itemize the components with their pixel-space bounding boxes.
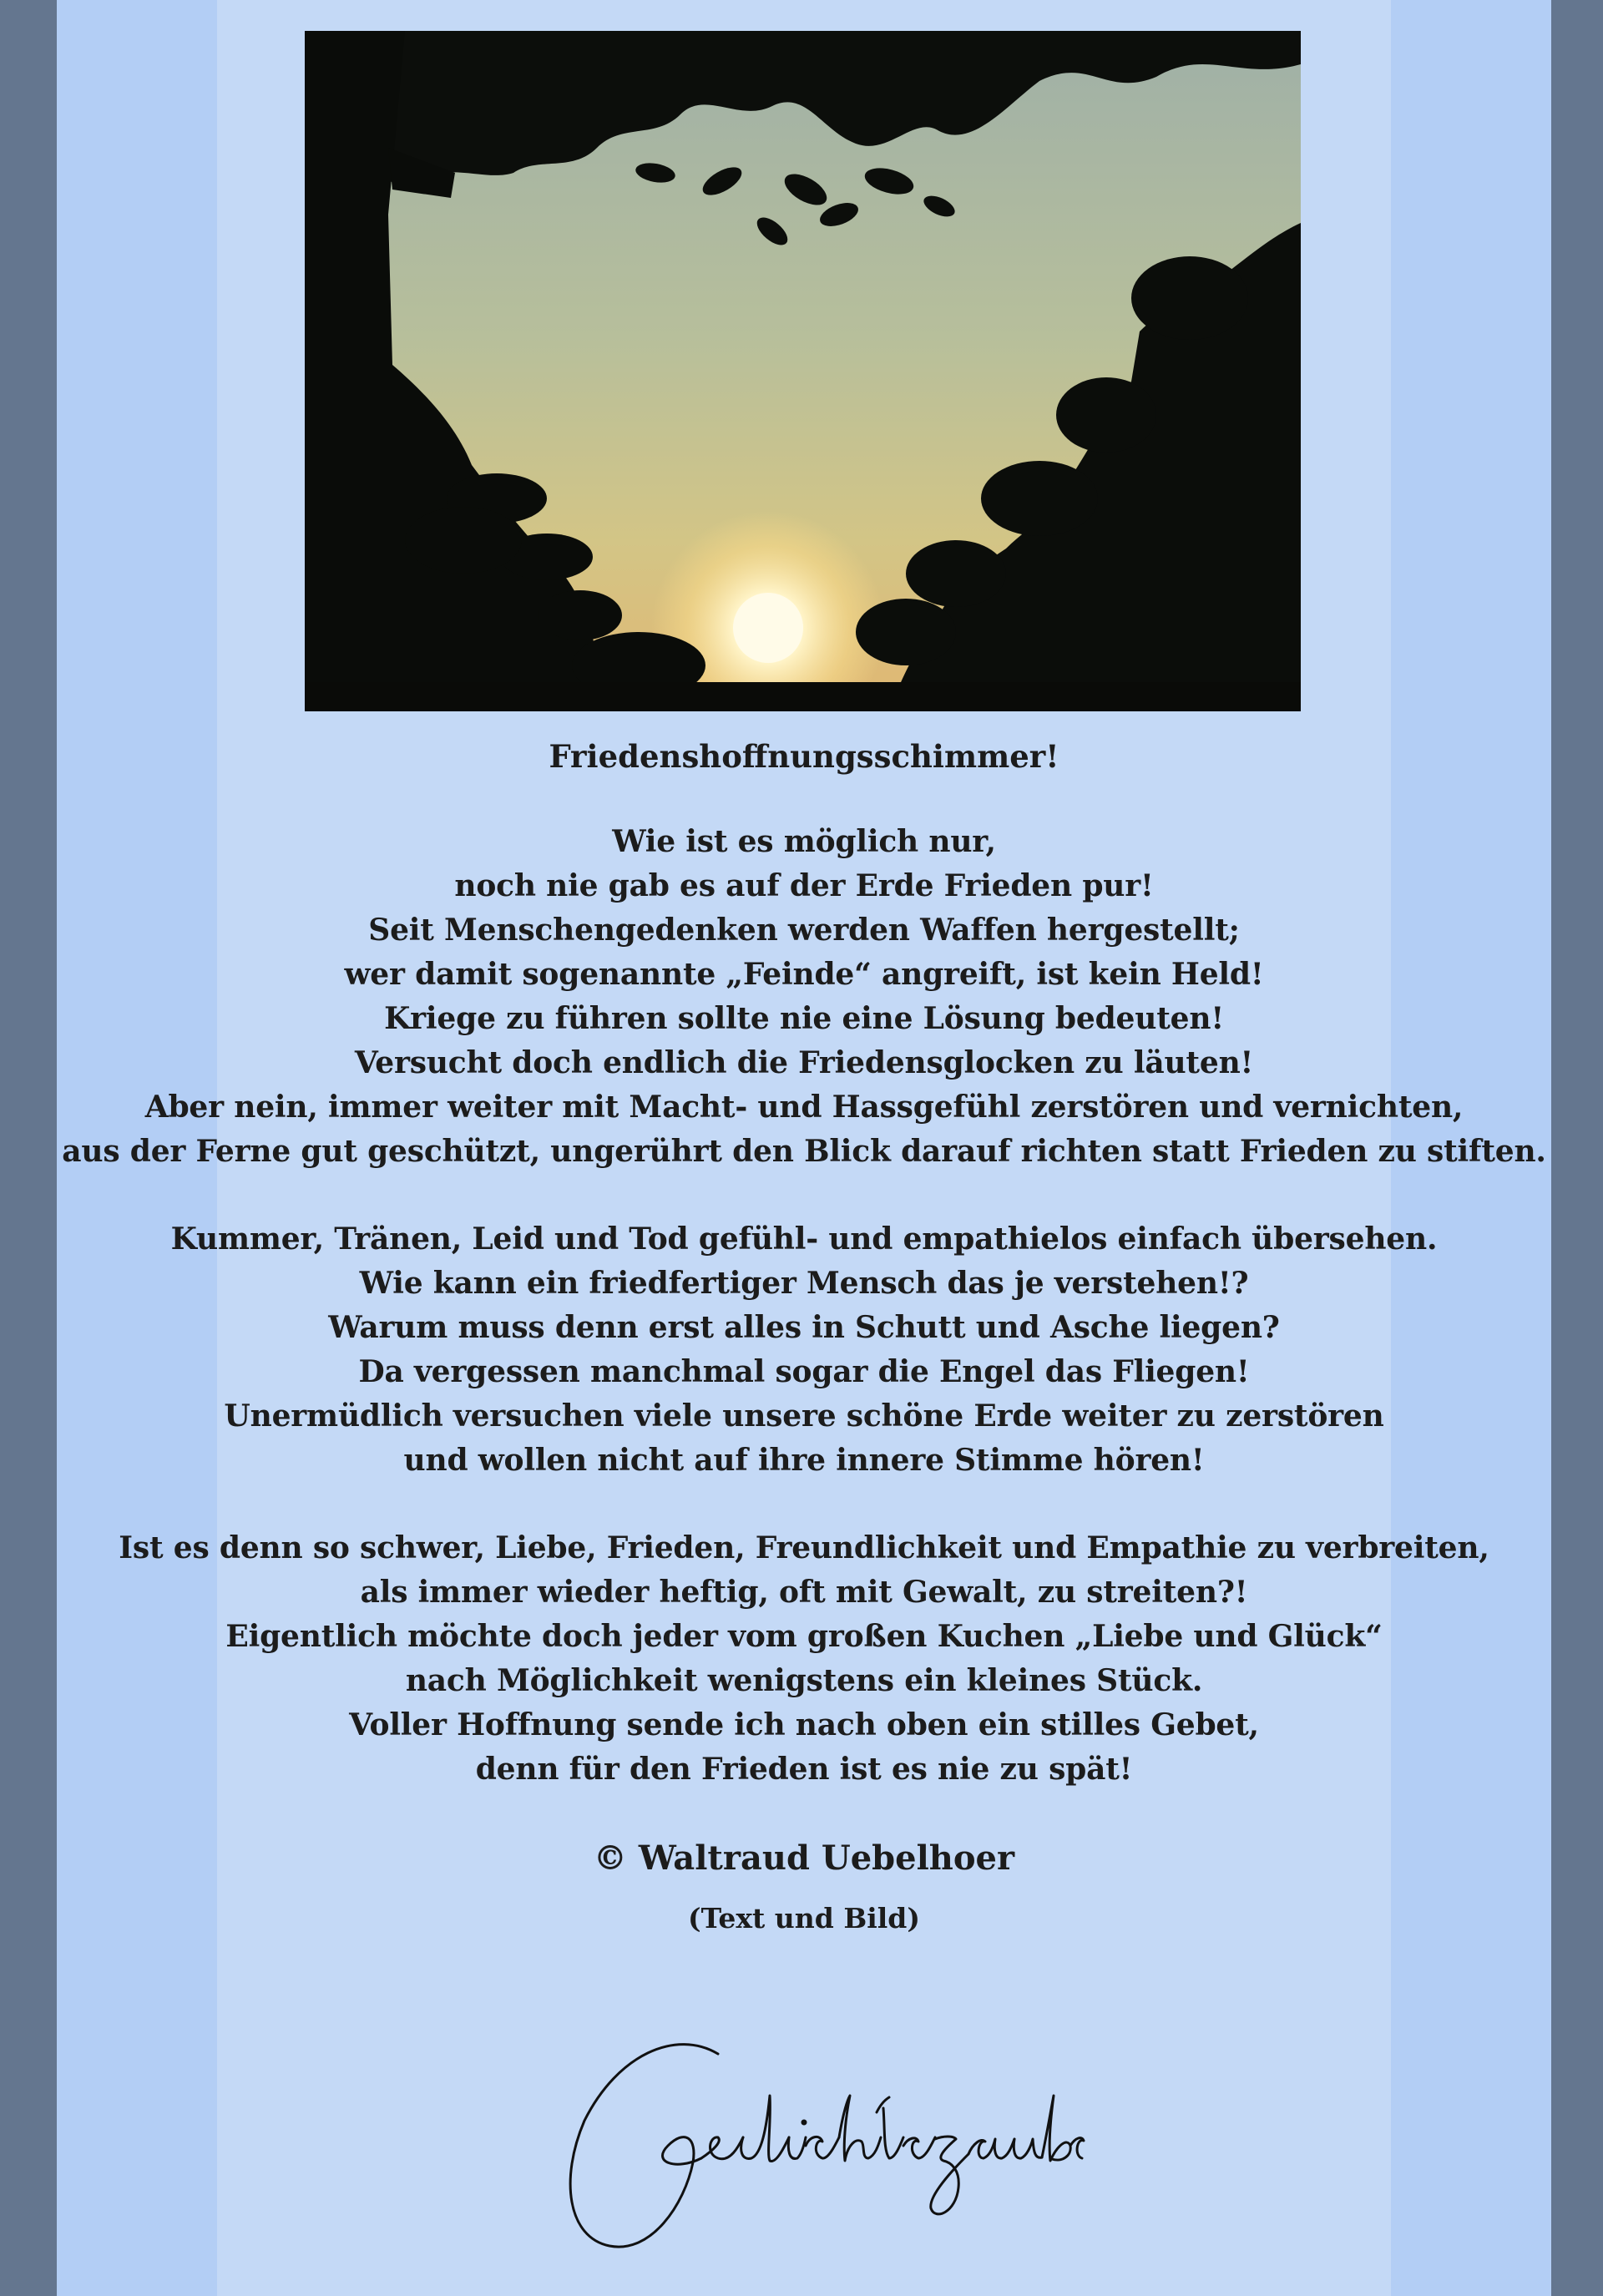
- poem-line: als immer wieder heftig, oft mit Gewalt, zu streiten?!: [360, 1575, 1248, 1610]
- poem-line: wer damit sogenannte „Feinde“ angreift, ist kein Held!: [344, 957, 1264, 992]
- poem-line: Unermüdlich versuchen viele unsere schöne Erde weiter zu zerstören: [224, 1398, 1384, 1434]
- poem-line: denn für den Frieden ist es nie zu spät!: [475, 1752, 1133, 1787]
- poem: [57, 735, 1551, 1939]
- poem-line: Ist es denn so schwer, Liebe, Frieden, Freundlichkeit und Empathie zu verbreiten,: [119, 1530, 1489, 1565]
- poem-line: und wollen nicht auf ihre innere Stimme hören!: [403, 1443, 1205, 1478]
- poem-line: Voller Hoffnung sende ich nach oben ein stilles Gebet,: [349, 1707, 1259, 1742]
- poem-line: Wie ist es möglich nur,: [612, 824, 996, 859]
- poem-line: nach Möglichkeit wenigstens ein kleines Stück.: [405, 1663, 1203, 1698]
- sunset-silhouette-image: [305, 31, 1301, 711]
- poem-line: Kummer, Tränen, Leid und Tod gefühl- und empathielos einfach übersehen.: [170, 1221, 1438, 1257]
- stanza-3: [57, 1526, 1551, 1792]
- poem-title: Friedenshoffnungsschimmer!: [549, 738, 1059, 775]
- stanza-2: [57, 1217, 1551, 1483]
- credit-note: (Text und Bild): [688, 1902, 920, 1934]
- signature-logo: [551, 2020, 1085, 2263]
- poem-line: Wie kann ein friedfertiger Mensch das je verstehen!?: [359, 1266, 1249, 1301]
- poem-line: Da vergessen manchmal sogar die Engel das Fliegen!: [358, 1354, 1250, 1389]
- stanza-1: [57, 820, 1551, 1174]
- poem-line: Eigentlich möchte doch jeder vom großen Kuchen „Liebe und Glück“: [225, 1619, 1383, 1654]
- handwritten-signature-logo: [551, 2020, 1085, 2263]
- poem-line: noch nie gab es auf der Erde Frieden pur!: [454, 868, 1154, 903]
- poem-line: Kriege zu führen sollte nie eine Lösung bedeuten!: [384, 1001, 1224, 1036]
- poem-line: Warum muss denn erst alles in Schutt und Asche liegen?: [328, 1310, 1280, 1345]
- poem-line: Versucht doch endlich die Friedensglocken zu läuten!: [354, 1045, 1254, 1080]
- poem-line: Seit Menschengedenken werden Waffen hergestellt;: [368, 913, 1240, 948]
- sunset-photo: [305, 31, 1301, 711]
- author-copyright: © Waltraud Uebelhoer: [593, 1838, 1015, 1878]
- poem-line: Aber nein, immer weiter mit Macht- und Hassgefühl zerstören und vernichten,: [144, 1090, 1464, 1125]
- poem-line: aus der Ferne gut geschützt, ungerührt den Blick darauf richten statt Frieden zu stiften.: [62, 1134, 1546, 1169]
